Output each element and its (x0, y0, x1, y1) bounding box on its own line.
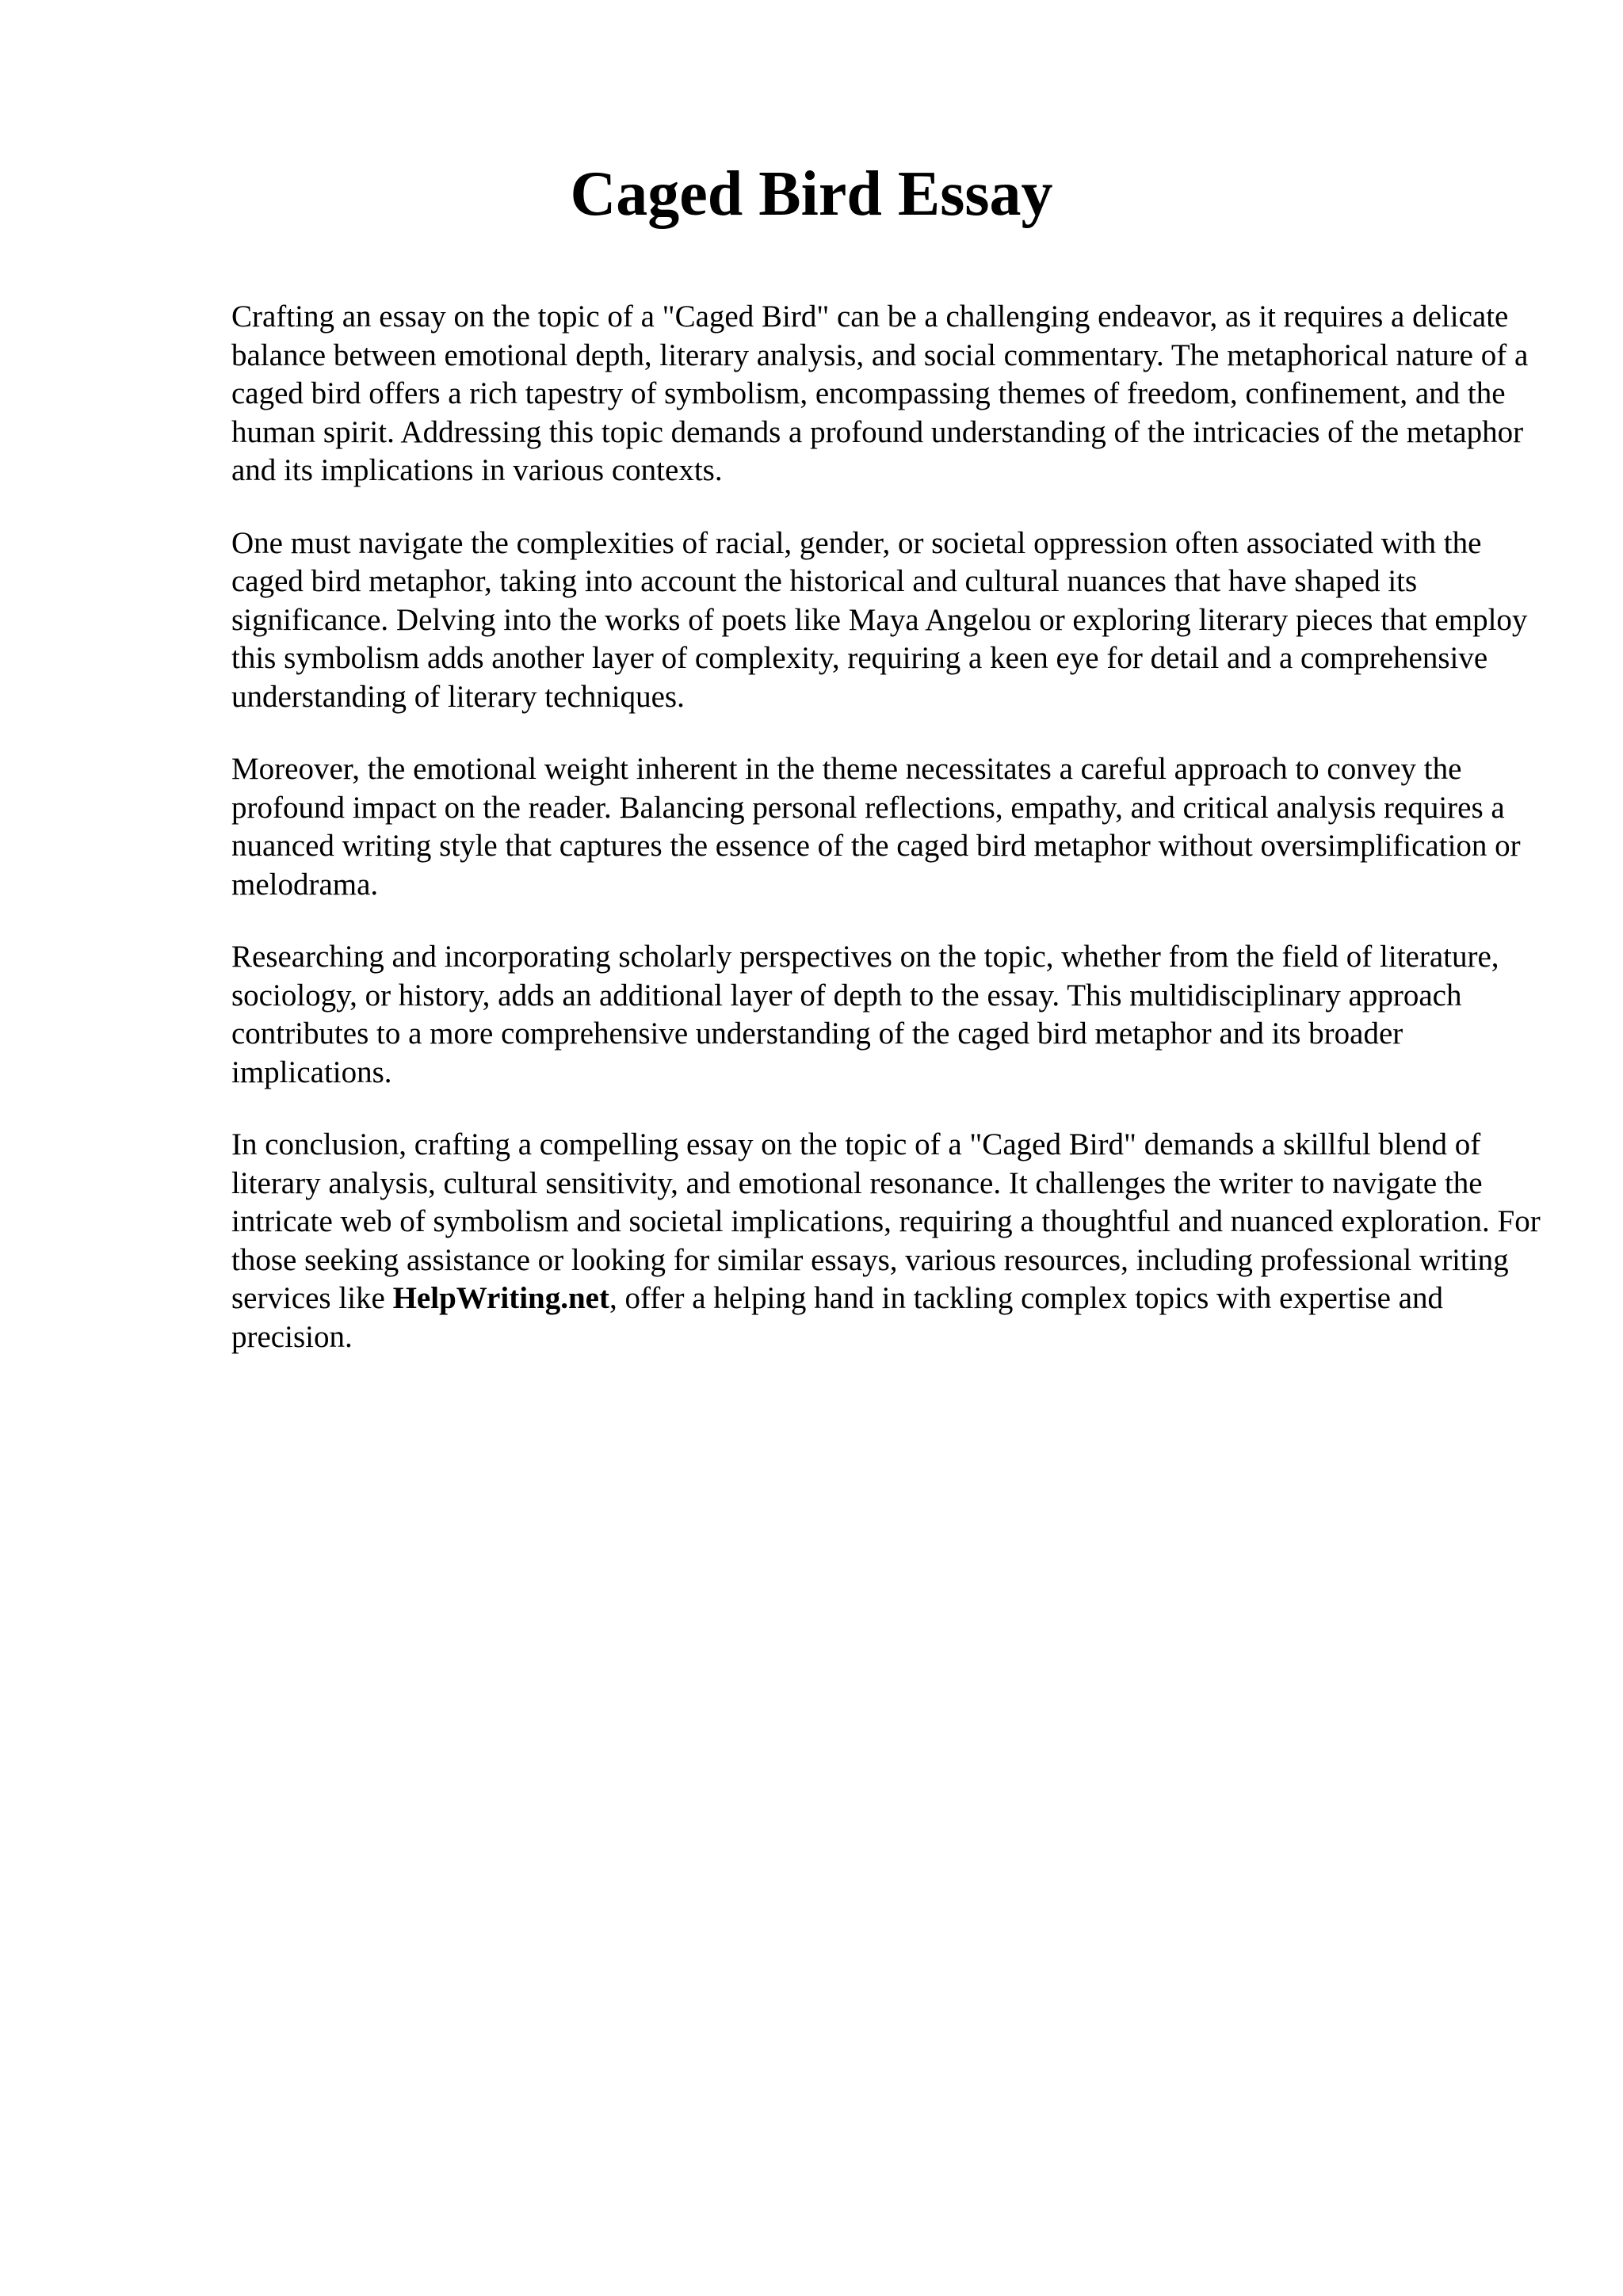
paragraph-intro: Crafting an essay on the topic of a "Caged Bird" can be a challenging endeavor, as it requires a delicate balance between emotional depth, literary analysis, and social commentary. The metaphorical nature of a caged bird offers a rich tapestry of symbolism, encompassing themes of freedom, confinement, and the human spirit. Addressing this topic demands a profound understanding of the intricacies of the metaphor and its implications in various contexts. (231, 299, 1529, 487)
conclusion-text-after: , offer a helping hand in tackling complex topics with expertise and precision. (231, 1281, 1443, 1354)
paragraph-emotional-weight: Moreover, the emotional weight inherent in the theme necessitates a careful approach to convey the profound impact on the reader. Balancing personal reflections, empathy, and critical analysis requires a nuanced writing style that captures the essence of the caged bird metaphor without oversimplification or melodrama. (231, 752, 1521, 902)
conclusion-text-before: In conclusion, crafting a compelling essay on the topic of a "Caged Bird" demands a skillful blend of literary analysis, cultural sensitivity, and emotional resonance. It challenges the writer to navigate the intricate web of symbolism and societal implications, requiring a thoughtful and nuanced exploration. For those seeking assistance or looking for similar essays, various resources, including professional writing services like (231, 1127, 1541, 1315)
brand-name: HelpWriting.net (392, 1281, 609, 1315)
paragraph-research: Researching and incorporating scholarly perspectives on the topic, whether from the field of literature, sociology, or history, adds an additional layer of depth to the essay. This multidisciplinary approach contributes to a more comprehensive understanding of the caged bird metaphor and its broader implications. (231, 940, 1499, 1089)
page-title: Caged Bird Essay (570, 159, 1053, 229)
essay-body (231, 298, 1547, 1356)
paragraph-conclusion (231, 1126, 1547, 1356)
paragraph-oppression: One must navigate the complexities of racial, gender, or societal oppression often associated with the caged bird metaphor, taking into account the historical and cultural nuances that have shaped its significance. Delving into the works of poets like Maya Angelou or exploring literary pieces that employ this symbolism adds another layer of complexity, requiring a keen eye for detail and a comprehensive understanding of literary techniques. (231, 525, 1528, 714)
